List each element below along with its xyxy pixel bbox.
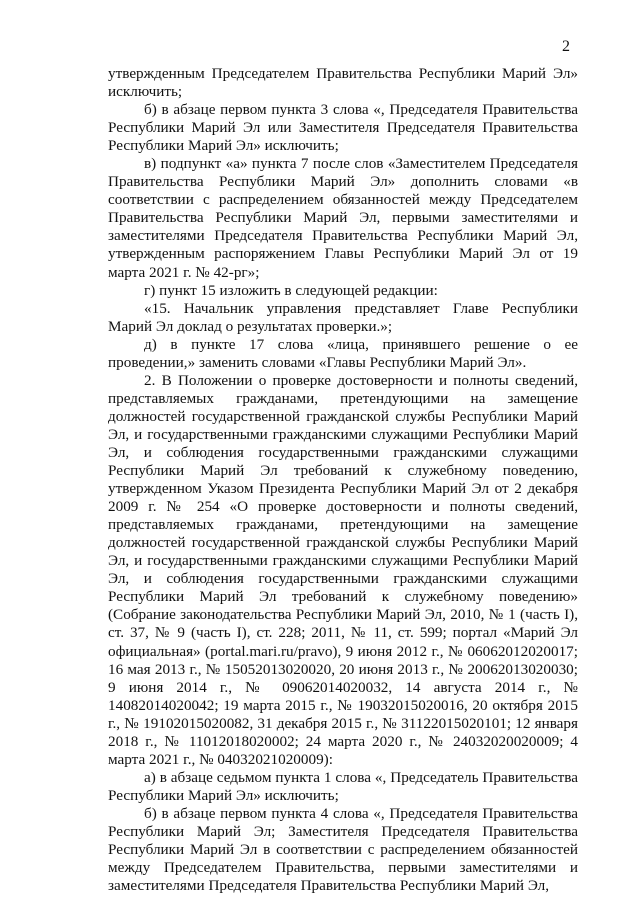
- paragraph: а) в абзаце седьмом пункта 1 слова «, Председатель Правительства Республики Марий Эл» исключить;: [108, 768, 578, 804]
- paragraph: «15. Начальник управления представляет Главе Республики Марий Эл доклад о результатах проверки.»;: [108, 299, 578, 335]
- paragraph: 2. В Положении о проверке достоверности и полноты сведений, представляемых гражданами, претендующими на замещение должностей государственной гражданской службы Республики Марий Эл, и государственными гражданскими служащими Республики Марий Эл, и соблюдения государственными гражданскими служащими Республики Марий Эл требований к служебному поведению, утвержденном Указом Президента Республики Марий Эл от 2 декабря 2009 г. № 254 «О проверке достоверности и полноты сведений, представляемых гражданами, претендующими на замещение должностей государственной гражданской службы Республики Марий Эл, и государственными гражданскими служащими Республики Марий Эл, и соблюдения государственными гражданскими служащими Республики Марий Эл требований к служебному поведению» (Собрание законодательства Республики Марий Эл, 2010, № 1 (часть I), ст. 37, № 9 (часть I), ст. 228; 2011, № 11, ст. 599; портал «Марий Эл официальная» (portal.mari.ru/pravo), 9 июня 2012 г., № 06062012020017; 16 мая 2013 г., № 15052013020020, 20 июня 2013 г., № 20062013020030; 9 июня 2014 г., № 09062014020032, 14 августа 2014 г., № 14082014020042; 19 марта 2015 г., № 19032015020016, 20 октября 2015 г., № 19102015020082, 31 декабря 2015 г., № 31122015020101; 12 января 2018 г., № 11012018020002; 24 марта 2020 г., № 24032020020009; 4 марта 2021 г., № 04032021020009):: [108, 371, 578, 768]
- paragraph: б) в абзаце первом пункта 4 слова «, Председателя Правительства Республики Марий Эл; Заместителя Председателя Правительства Республики Марий Эл в соответствии с распределением обязанностей между Председателем Правительства, первыми заместителями и заместителями Председателя Правительства Республики Марий Эл,: [108, 804, 578, 895]
- paragraph: д) в пункте 17 слова «лица, принявшего решение о ее проведении,» заменить словами «Главы Республики Марий Эл».: [108, 335, 578, 371]
- document-body: [108, 65, 578, 895]
- page-number: 2: [562, 38, 570, 55]
- paragraph: утвержденным Председателем Правительства Республики Марий Эл» исключить;: [108, 65, 578, 101]
- paragraph: в) подпункт «а» пункта 7 после слов «Заместителем Председателя Правительства Республики Марий Эл» дополнить словами «в соответствии с распределением обязанностей между Председателем Правительства Республики Марий Эл, первыми заместителями и заместителями Председателя Правительства Республики Марий Эл, утвержденным распоряжением Главы Республики Марий Эл от 19 марта 2021 г. № 42-рг»;: [108, 155, 578, 281]
- paragraph: б) в абзаце первом пункта 3 слова «, Председателя Правительства Республики Марий Эл или Заместителя Председателя Правительства Республики Марий Эл» исключить;: [108, 101, 578, 155]
- paragraph: г) пункт 15 изложить в следующей редакции:: [144, 281, 438, 299]
